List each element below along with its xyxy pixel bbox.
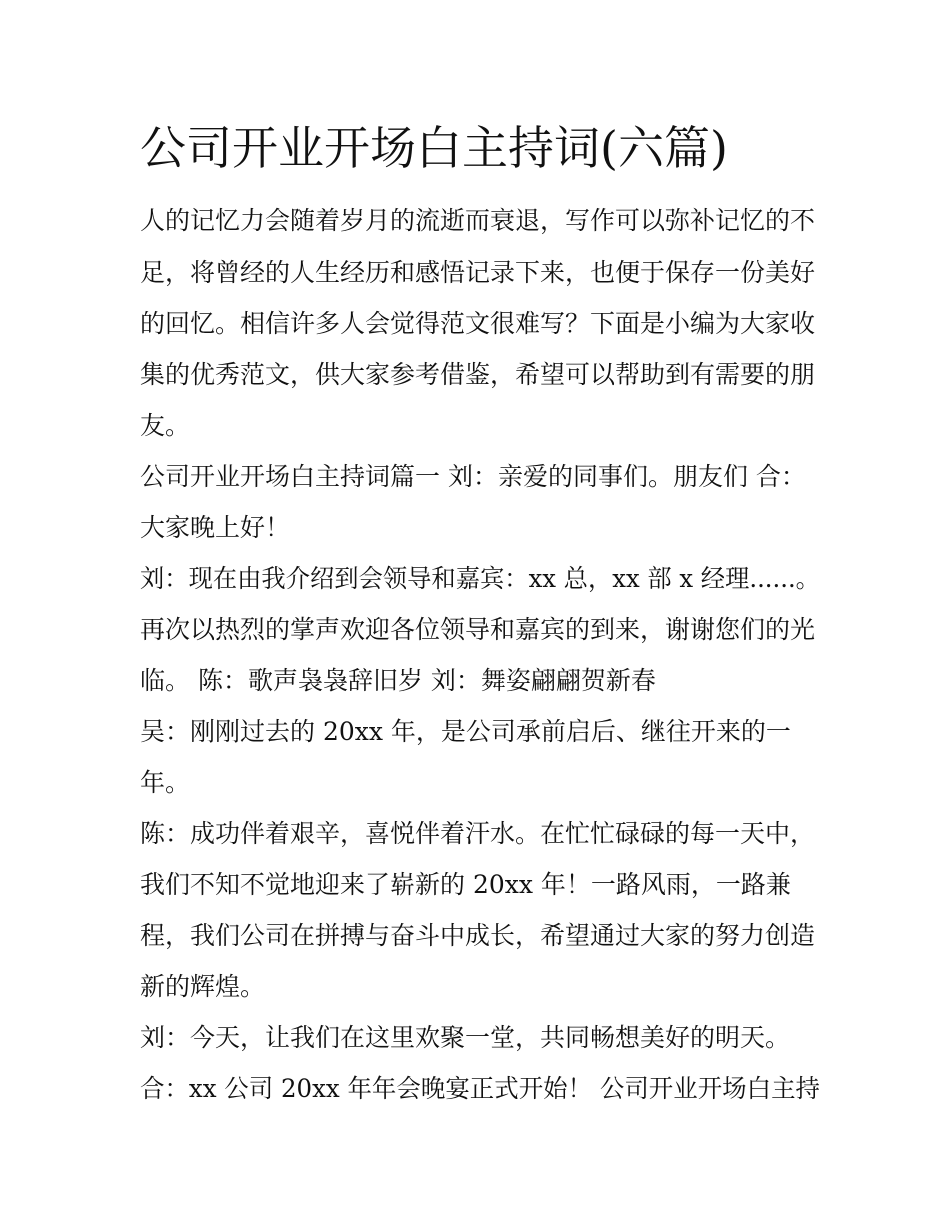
paragraph-line: 再次以热烈的掌声欢迎各位领导和嘉宾的到来，谢谢您们的光: [140, 615, 816, 644]
paragraph-line: 公司开业开场白主持词篇一 刘：亲爱的同事们。朋友们 合：: [140, 462, 806, 491]
paragraph-line: 人的记忆力会随着岁月的流逝而衰退，写作可以弥补记忆的不: [140, 206, 816, 235]
paragraph-line: 新的辉煌。: [140, 972, 266, 1001]
paragraph-line: 刘：今天，让我们在这里欢聚一堂，共同畅想美好的明天。: [140, 1023, 791, 1052]
paragraph-line: 足，将曾经的人生经历和感悟记录下来，也便于保存一份美好: [140, 258, 816, 287]
paragraph-line: 临。 陈：歌声袅袅辞旧岁 刘：舞姿翩翩贺新春: [140, 666, 656, 695]
paragraph-line: 我们不知不觉地迎来了崭新的 20xx 年！一路风雨，一路兼: [140, 870, 791, 899]
paragraph-line: 友。: [140, 411, 191, 440]
paragraph-line: 合：xx 公司 20xx 年年会晚宴正式开始！ 公司开业开场白主持: [140, 1074, 820, 1103]
paragraph-line: 吴：刚刚过去的 20xx 年，是公司承前启后、继往开来的一: [140, 717, 791, 746]
paragraph-line: 大家晚上好！: [140, 513, 291, 542]
paragraph-line: 的回忆。相信许多人会觉得范文很难写？下面是小编为大家收: [140, 309, 816, 338]
paragraph-line: 程，我们公司在拼搏与奋斗中成长，希望通过大家的努力创造: [140, 921, 816, 950]
document-title: 公司开业开场白主持词(六篇): [140, 121, 728, 175]
paragraph-line: 陈：成功伴着艰辛，喜悦伴着汗水。在忙忙碌碌的每一天中，: [140, 819, 816, 848]
paragraph-line: 集的优秀范文，供大家参考借鉴，希望可以帮助到有需要的朋: [140, 360, 816, 389]
paragraph-line: 刘：现在由我介绍到会领导和嘉宾：xx 总，xx 部 x 经理......。: [140, 564, 820, 593]
paragraph-line: 年。: [140, 768, 191, 797]
